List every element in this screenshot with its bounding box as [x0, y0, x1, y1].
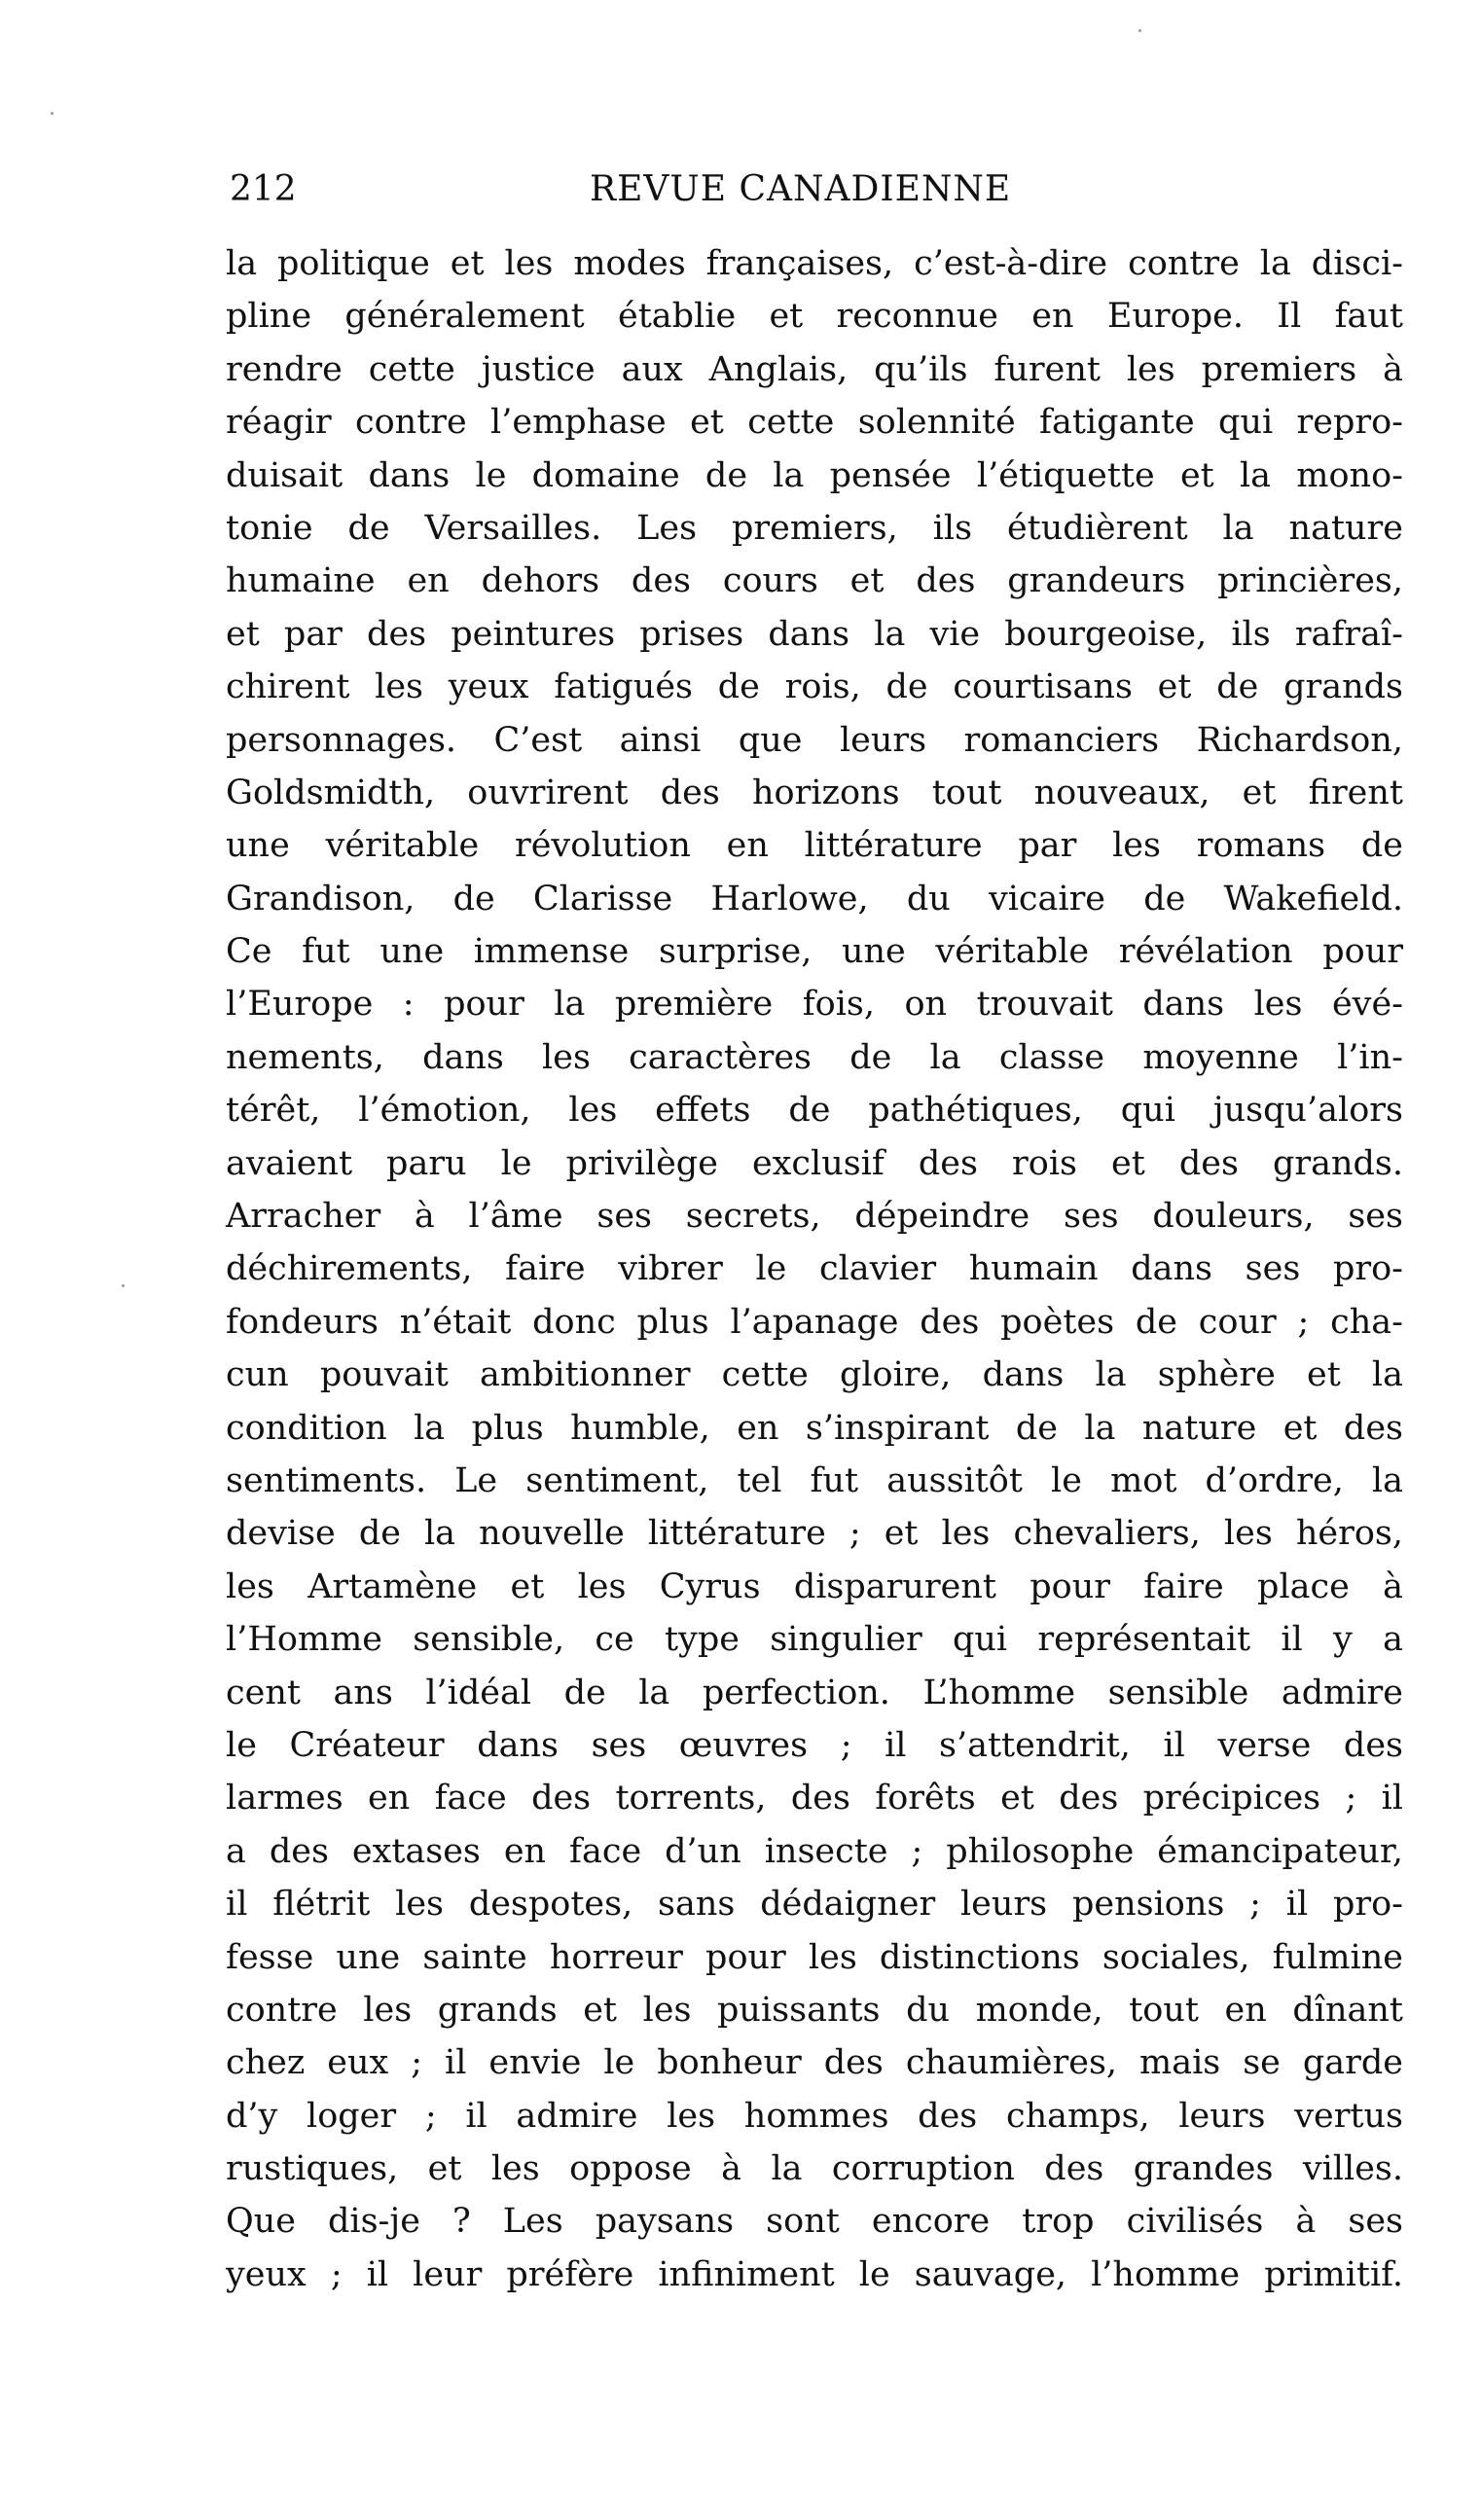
text-line: pline généralement établie et reconnue en Europe. Il faut [226, 297, 1403, 337]
text-line: Goldsmidth, ouvrirent des horizons tout nouveaux, et firent [226, 773, 1403, 812]
text-line: chirent les yeux fatigués de rois, de courtisans et de grands [226, 667, 1403, 707]
text-line: déchirements, faire vibrer le clavier humain dans ses pro- [226, 1249, 1403, 1289]
text-line: le Créateur dans ses œuvres ; il s’attendrit, il verse des [226, 1725, 1403, 1765]
running-head [230, 165, 1397, 214]
text-line: l’Homme sensible, ce type singulier qui représentait il y a [226, 1620, 1403, 1660]
page-number: 212 [230, 169, 297, 209]
text-line: nements, dans les caractères de la classe moyenne l’in- [226, 1037, 1403, 1077]
text-line: et par des peintures prises dans la vie bourgeoise, ils rafraî- [226, 614, 1403, 654]
text-line: une véritable révolution en littérature par les romans de [226, 826, 1403, 866]
text-line: rendre cette justice aux Anglais, qu’ils furent les premiers à [226, 349, 1403, 389]
scan-speck [122, 1284, 125, 1287]
text-line: réagir contre l’emphase et cette solennité fatigante qui repro- [226, 403, 1403, 443]
text-line: Ce fut une immense surprise, une véritable révélation pour [226, 932, 1403, 972]
text-line: sentiments. Le sentiment, tel fut aussitôt le mot d’ordre, la [226, 1460, 1403, 1500]
text-line: humaine en dehors des cours et des grandeurs princières, [226, 561, 1403, 601]
text-line: cent ans l’idéal de la perfection. L’homme sensible admire [226, 1673, 1403, 1712]
text-line: Que dis-je ? Les paysans sont encore trop civilisés à ses [226, 2202, 1403, 2242]
journal-title: REVUE CANADIENNE [590, 169, 1012, 209]
text-line: chez eux ; il envie le bonheur des chaumières, mais se garde [226, 2043, 1403, 2083]
text-line: cun pouvait ambitionner cette gloire, dans la sphère et la [226, 1355, 1403, 1395]
text-line: fondeurs n’était donc plus l’apanage des poètes de cour ; cha- [226, 1302, 1403, 1342]
text-line: la politique et les modes françaises, c’est-à-dire contre la disci- [226, 244, 1403, 283]
text-line: contre les grands et les puissants du monde, tout en dînant [226, 1990, 1403, 2030]
text-line: rustiques, et les oppose à la corruption des grandes villes. [226, 2149, 1403, 2189]
text-line: il flétrit les despotes, sans dédaigner leurs pensions ; il pro- [226, 1885, 1403, 1925]
text-line: térêt, l’émotion, les effets de pathétiques, qui jusqu’alors [226, 1091, 1403, 1131]
text-line: fesse une sainte horreur pour les distinctions sociales, fulmine [226, 1937, 1403, 1977]
text-line: tonie de Versailles. Les premiers, ils étudièrent la nature [226, 508, 1403, 548]
text-line: Grandison, de Clarisse Harlowe, du vicaire de Wakefield. [226, 879, 1403, 918]
scan-speck [1138, 29, 1141, 32]
text-line: duisait dans le domaine de la pensée l’étiquette et la mono- [226, 455, 1403, 495]
text-line: larmes en face des torrents, des forêts et des précipices ; il [226, 1779, 1403, 1818]
text-line: condition la plus humble, en s’inspirant de la nature et des [226, 1408, 1403, 1448]
text-line: Arracher à l’âme ses secrets, dépeindre ses douleurs, ses [226, 1197, 1403, 1237]
text-line: les Artamène et les Cyrus disparurent pour faire place à [226, 1566, 1403, 1606]
text-line: avaient paru le privilège exclusif des rois et des grands. [226, 1143, 1403, 1183]
text-line: l’Europe : pour la première fois, on trouvait dans les évé- [226, 985, 1403, 1025]
text-line: personnages. C’est ainsi que leurs romanciers Richardson, [226, 720, 1403, 760]
text-line: a des extases en face d’un insecte ; philosophe émancipateur, [226, 1831, 1403, 1871]
body-text [226, 237, 1403, 2301]
text-line: devise de la nouvelle littérature ; et les chevaliers, les héros, [226, 1514, 1403, 1554]
text-line: d’y loger ; il admire les hommes des champs, leurs vertus [226, 2096, 1403, 2136]
text-line: yeux ; il leur préfère infiniment le sauvage, l’homme primitif. [226, 2254, 1403, 2294]
scan-speck [51, 112, 54, 115]
